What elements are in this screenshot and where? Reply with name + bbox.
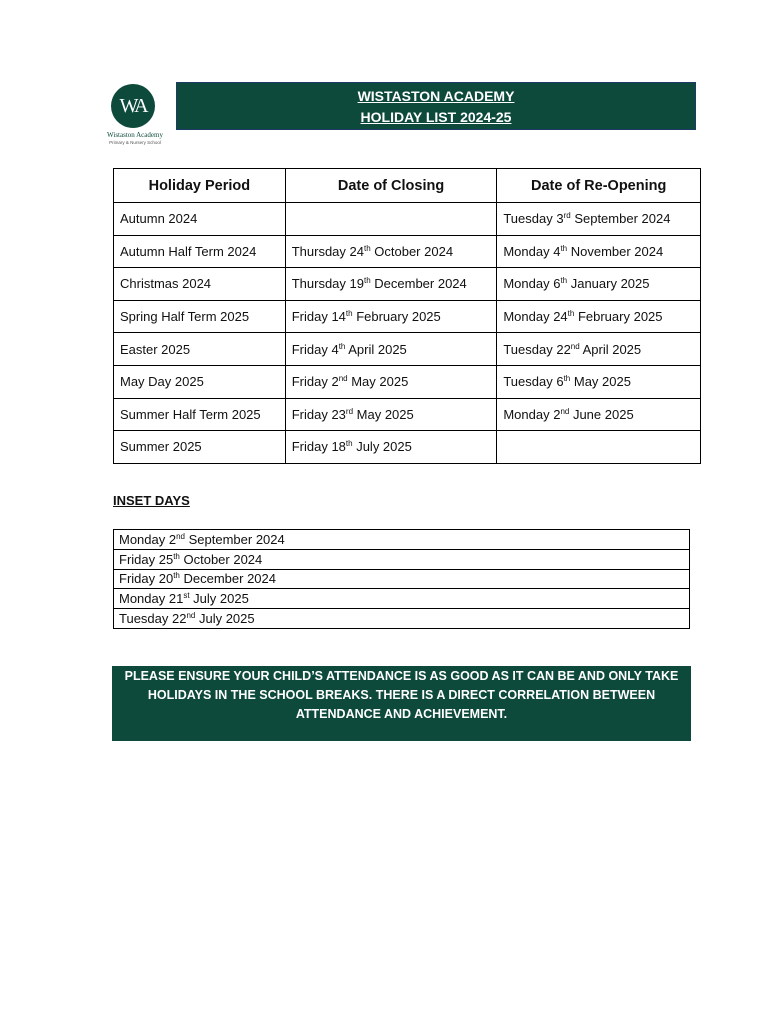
- reopening-date-day: Tuesday 22: [503, 341, 571, 357]
- closing-date-cell: [285, 398, 497, 431]
- reopening-date-ordinal: th: [560, 276, 568, 286]
- reopening-date-ordinal: th: [563, 374, 571, 384]
- closing-date-day: Friday 18: [291, 439, 346, 455]
- inset-date-month-year: September 2024: [185, 531, 285, 547]
- holiday-period-cell: Easter 2025: [114, 333, 286, 366]
- attendance-notice: PLEASE ENSURE YOUR CHILD’S ATTENDANCE IS AS GOOD AS IT CAN BE AND ONLY TAKE HOLIDAYS IN THE SCHOOL BREAKS. THERE IS A DIRECT CORRELATION BETWEEN ATTENDANCE AND ACHIEVEMENT.: [112, 666, 691, 741]
- inset-day-cell: [114, 549, 690, 569]
- inset-date-ordinal: th: [173, 571, 180, 581]
- title-banner: [176, 82, 696, 130]
- closing-date-day: Friday 23: [291, 406, 346, 422]
- table-row: [114, 333, 701, 366]
- closing-date-ordinal: th: [363, 276, 371, 286]
- holiday-table-body: [114, 203, 701, 464]
- inset-date-ordinal: th: [173, 551, 180, 561]
- closing-date-day: Friday 4: [291, 341, 339, 357]
- inset-day-cell: [114, 609, 690, 629]
- holiday-period-cell: Summer 2025: [114, 431, 286, 464]
- table-row: [114, 365, 701, 398]
- reopening-date-cell: [497, 333, 701, 366]
- reopening-date-ordinal: th: [567, 309, 575, 319]
- reopening-date-month-year: June 2025: [569, 406, 634, 422]
- inset-date-day: Monday 2: [119, 531, 177, 547]
- logo-monogram: WA: [111, 84, 155, 128]
- table-row: [114, 268, 701, 301]
- reopening-date-month-year: November 2024: [567, 243, 664, 259]
- reopening-date-day: Monday 2: [503, 406, 561, 422]
- reopening-date-cell: [497, 365, 701, 398]
- closing-date-day: Thursday 24: [291, 243, 364, 259]
- closing-date-month-year: February 2025: [352, 309, 441, 325]
- inset-day-cell: [114, 589, 690, 609]
- reopening-date-cell: [497, 398, 701, 431]
- holiday-period-cell: Summer Half Term 2025: [114, 398, 286, 431]
- inset-date-day: Tuesday 22: [119, 611, 187, 627]
- closing-date-cell: [285, 300, 497, 333]
- header-date-of-closing: Date of Closing: [285, 169, 497, 203]
- reopening-date-cell: [497, 235, 701, 268]
- inset-days-table: [113, 529, 690, 629]
- table-row: [114, 203, 701, 236]
- inset-date-day: Friday 20: [119, 571, 174, 587]
- table-row: [114, 300, 701, 333]
- holiday-period-cell: Spring Half Term 2025: [114, 300, 286, 333]
- closing-date-ordinal: th: [338, 341, 346, 351]
- reopening-date-month-year: April 2025: [579, 341, 642, 357]
- closing-date-month-year: May 2025: [347, 374, 409, 390]
- list-item: [114, 569, 690, 589]
- page-subtitle: HOLIDAY LIST 2024-25: [360, 109, 512, 125]
- inset-day-cell: [114, 530, 690, 550]
- reopening-date-ordinal: rd: [563, 211, 571, 221]
- logo-school-name: Wistaston Academy: [107, 131, 163, 139]
- reopening-date-day: Monday 24: [503, 309, 568, 325]
- closing-date-day: Friday 2: [291, 374, 339, 390]
- closing-date-month-year: December 2024: [370, 276, 467, 292]
- holiday-period-cell: May Day 2025: [114, 365, 286, 398]
- list-item: [114, 609, 690, 629]
- holiday-period-cell: Autumn Half Term 2024: [114, 235, 286, 268]
- inset-date-day: Friday 25: [119, 551, 174, 567]
- holiday-table-header-row: [114, 169, 701, 203]
- school-logo: [104, 84, 166, 150]
- closing-date-day: Friday 14: [291, 309, 346, 325]
- reopening-date-day: Monday 4: [503, 243, 561, 259]
- list-item: [114, 549, 690, 569]
- page-title: WISTASTON ACADEMY: [357, 88, 515, 104]
- inset-date-month-year: July 2025: [189, 591, 249, 607]
- closing-date-cell: [285, 333, 497, 366]
- inset-date-month-year: July 2025: [195, 611, 255, 627]
- list-item: [114, 530, 690, 550]
- reopening-date-ordinal: nd: [560, 406, 570, 416]
- closing-date-cell: [285, 203, 497, 236]
- inset-date-ordinal: nd: [176, 531, 185, 541]
- inset-date-ordinal: nd: [186, 611, 196, 621]
- reopening-date-ordinal: nd: [570, 341, 580, 351]
- inset-date-ordinal: st: [183, 591, 190, 601]
- reopening-date-month-year: September 2024: [570, 211, 671, 227]
- closing-date-ordinal: nd: [338, 374, 348, 384]
- inset-days-heading: INSET DAYS: [113, 493, 190, 508]
- table-row: [114, 431, 701, 464]
- closing-date-cell: [285, 431, 497, 464]
- closing-date-month-year: April 2025: [345, 341, 407, 357]
- holiday-period-cell: Christmas 2024: [114, 268, 286, 301]
- closing-date-ordinal: th: [363, 243, 371, 253]
- reopening-date-month-year: May 2025: [570, 374, 631, 390]
- closing-date-cell: [285, 235, 497, 268]
- reopening-date-cell: [497, 431, 701, 464]
- inset-days-body: [114, 530, 690, 629]
- reopening-date-day: Monday 6: [503, 276, 561, 292]
- closing-date-cell: [285, 268, 497, 301]
- closing-date-cell: [285, 365, 497, 398]
- reopening-date-day: Tuesday 6: [503, 374, 564, 390]
- holiday-period-cell: Autumn 2024: [114, 203, 286, 236]
- reopening-date-day: Tuesday 3: [503, 211, 564, 227]
- closing-date-month-year: May 2025: [353, 406, 414, 422]
- closing-date-day: Thursday 19: [291, 276, 364, 292]
- inset-date-day: Monday 21: [119, 591, 184, 607]
- reopening-date-cell: [497, 300, 701, 333]
- header-holiday-period: Holiday Period: [114, 169, 286, 203]
- table-row: [114, 235, 701, 268]
- inset-date-month-year: December 2024: [179, 571, 276, 587]
- closing-date-ordinal: rd: [345, 406, 354, 416]
- reopening-date-month-year: January 2025: [567, 276, 650, 292]
- closing-date-month-year: October 2024: [370, 243, 454, 259]
- table-row: [114, 398, 701, 431]
- closing-date-month-year: July 2025: [352, 439, 412, 455]
- reopening-date-cell: [497, 203, 701, 236]
- list-item: [114, 589, 690, 609]
- reopening-date-month-year: February 2025: [574, 309, 663, 325]
- logo-school-subtitle: Primary & Nursery School: [109, 140, 161, 145]
- reopening-date-cell: [497, 268, 701, 301]
- holiday-table: [113, 168, 701, 464]
- reopening-date-ordinal: th: [560, 243, 568, 253]
- inset-day-cell: [114, 569, 690, 589]
- inset-date-month-year: October 2024: [179, 551, 263, 567]
- closing-date-ordinal: th: [345, 309, 353, 319]
- header-date-of-reopening: Date of Re-Opening: [497, 169, 701, 203]
- closing-date-ordinal: th: [345, 439, 353, 449]
